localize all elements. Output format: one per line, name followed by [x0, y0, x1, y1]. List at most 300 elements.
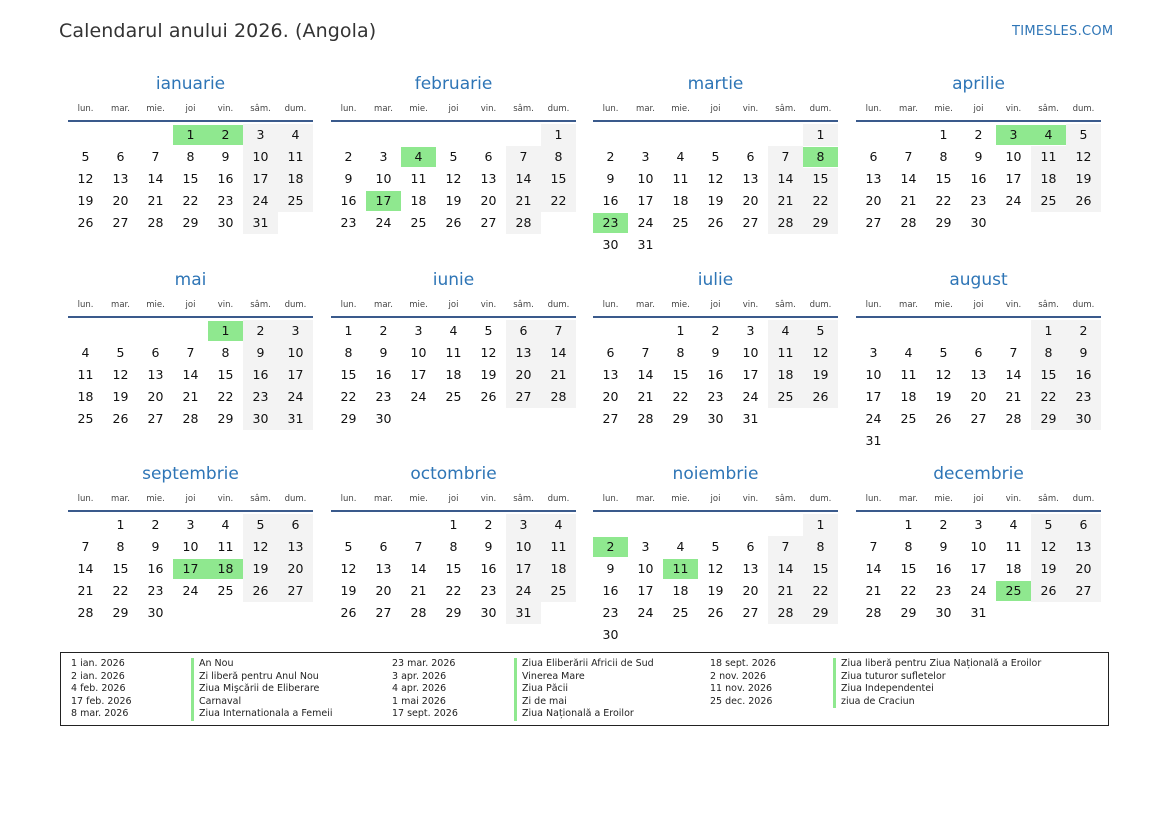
legend-holiday-name: Ziua Păcii — [514, 683, 654, 696]
weekday-label: mie. — [671, 104, 690, 114]
day-cell: 21 — [900, 193, 917, 208]
weekend-day-cell: 17 — [506, 558, 541, 580]
day-cell: 13 — [602, 367, 619, 382]
weekday-label: vin. — [217, 494, 234, 504]
weekday-label: sâm. — [775, 494, 796, 504]
day-cell: 26 — [340, 605, 357, 620]
empty-cell — [436, 124, 471, 146]
weekday-label: mie. — [934, 300, 953, 310]
weekday-label: joi — [973, 300, 984, 310]
weekday-label: vin. — [1005, 494, 1022, 504]
day-cell: 26 — [112, 411, 129, 426]
weekday-label: vin. — [1005, 104, 1022, 114]
day-cell: 29 — [935, 215, 952, 230]
weekend-day-cell: 11 — [541, 536, 576, 558]
weekend-day-cell: 7 — [541, 320, 576, 342]
days-grid — [68, 320, 313, 430]
weekday-label: vin. — [480, 494, 497, 504]
day-cell: 25 — [77, 411, 94, 426]
empty-cell — [663, 514, 698, 536]
weekend-day-cell: 28 — [506, 212, 541, 234]
legend-date: 8 mar. 2026 — [71, 708, 129, 720]
day-cell: 8 — [449, 539, 458, 554]
weekend-day-cell: 19 — [1031, 558, 1066, 580]
day-cell: 10 — [637, 171, 654, 186]
weekday-label: dum. — [809, 494, 832, 504]
legend-date: 1 mai 2026 — [392, 695, 446, 707]
weekend-day-cell: 2 — [243, 320, 278, 342]
day-cell: 23 — [970, 193, 987, 208]
weekend-day-cell: 23 — [1066, 386, 1101, 408]
day-cell: 3 — [414, 323, 423, 338]
weekend-day-cell: 9 — [1066, 342, 1101, 364]
weekend-day-cell: 21 — [541, 364, 576, 386]
day-cell: 29 — [217, 411, 234, 426]
empty-cell — [68, 124, 103, 146]
month-iulie — [593, 269, 838, 430]
day-cell: 27 — [112, 215, 129, 230]
empty-cell — [593, 514, 628, 536]
day-cell: 22 — [445, 583, 462, 598]
weekend-day-cell: 1 — [541, 124, 576, 146]
weekend-day-cell: 4 — [278, 124, 313, 146]
empty-cell — [103, 124, 138, 146]
weekday-label: lun. — [602, 104, 619, 114]
legend-holiday-name: Ziua Mişcării de Eliberare — [191, 683, 333, 696]
day-cell: 6 — [606, 345, 615, 360]
day-cell: 16 — [375, 367, 392, 382]
holiday-day-cell: 2 — [208, 124, 243, 146]
empty-cell — [856, 320, 891, 342]
weekday-label: mie. — [671, 494, 690, 504]
day-cell: 28 — [410, 605, 427, 620]
month-name: ianuarie — [155, 74, 226, 94]
legend-holiday-name: Ziua tuturor sufletelor — [833, 671, 1041, 684]
day-cell: 9 — [974, 149, 983, 164]
weekend-day-cell: 28 — [768, 602, 803, 624]
day-cell: 22 — [672, 389, 689, 404]
day-cell: 16 — [602, 583, 619, 598]
day-cell: 4 — [904, 345, 913, 360]
day-cell: 28 — [77, 605, 94, 620]
weekend-day-cell: 20 — [278, 558, 313, 580]
header-divider — [331, 510, 576, 512]
weekend-day-cell: 28 — [541, 386, 576, 408]
weekend-day-cell: 14 — [506, 168, 541, 190]
weekday-label: mie. — [409, 300, 428, 310]
weekday-label: lun. — [865, 300, 882, 310]
weekend-day-cell: 12 — [1066, 146, 1101, 168]
day-cell: 13 — [480, 171, 497, 186]
weekend-day-cell: 21 — [768, 190, 803, 212]
day-cell: 12 — [480, 345, 497, 360]
day-cell: 28 — [900, 215, 917, 230]
day-cell: 24 — [742, 389, 759, 404]
weekend-day-cell: 24 — [243, 190, 278, 212]
month-name: iunie — [432, 270, 475, 290]
day-cell: 7 — [869, 539, 878, 554]
weekend-day-cell: 4 — [541, 514, 576, 536]
month-name: iulie — [697, 270, 734, 290]
legend-date: 11 nov. 2026 — [710, 683, 773, 695]
day-cell: 22 — [182, 193, 199, 208]
day-cell: 10 — [637, 561, 654, 576]
day-cell: 2 — [711, 323, 720, 338]
empty-cell — [996, 320, 1031, 342]
weekday-label: lun. — [602, 494, 619, 504]
days-grid — [331, 320, 576, 430]
legend-names-col-2 — [514, 658, 654, 721]
empty-cell — [856, 514, 891, 536]
weekday-label: mie. — [409, 494, 428, 504]
weekday-label: sâm. — [1038, 494, 1059, 504]
day-cell: 4 — [1009, 517, 1018, 532]
empty-cell — [961, 320, 996, 342]
legend-date: 4 feb. 2026 — [71, 683, 126, 695]
weekday-header — [593, 297, 838, 313]
month-mai — [68, 269, 313, 430]
day-cell: 23 — [480, 583, 497, 598]
month-name: noiembrie — [672, 464, 759, 484]
day-cell: 14 — [900, 171, 917, 186]
day-cell: 15 — [340, 367, 357, 382]
day-cell: 17 — [865, 389, 882, 404]
legend-date: 1 ian. 2026 — [71, 658, 125, 669]
weekday-label: lun. — [340, 104, 357, 114]
day-cell: 14 — [182, 367, 199, 382]
weekday-label: joi — [710, 494, 721, 504]
days-grid — [68, 124, 313, 234]
month-name: august — [949, 270, 1008, 290]
weekday-header — [593, 101, 838, 117]
weekday-label: dum. — [1072, 104, 1095, 114]
day-cell: 7 — [1009, 345, 1018, 360]
weekday-label: mar. — [374, 300, 393, 310]
day-cell: 27 — [865, 215, 882, 230]
day-cell: 28 — [865, 605, 882, 620]
page-title: Calendarul anului 2026. (Angola) — [59, 20, 377, 42]
weekday-label: mar. — [636, 300, 655, 310]
weekday-label: mie. — [934, 494, 953, 504]
weekend-day-cell: 26 — [1031, 580, 1066, 602]
month-noiembrie — [593, 463, 838, 646]
weekend-day-cell: 23 — [243, 386, 278, 408]
day-cell: 28 — [637, 411, 654, 426]
weekday-label: mie. — [671, 300, 690, 310]
legend-date: 17 sept. 2026 — [392, 708, 458, 720]
empty-cell — [891, 124, 926, 146]
days-grid — [856, 124, 1101, 234]
weekday-header — [331, 297, 576, 313]
day-cell: 7 — [641, 345, 650, 360]
day-cell: 18 — [672, 583, 689, 598]
empty-cell — [768, 514, 803, 536]
weekend-day-cell: 19 — [243, 558, 278, 580]
legend-names-col-3 — [833, 658, 1041, 708]
day-cell: 7 — [414, 539, 423, 554]
month-name: februarie — [414, 74, 493, 94]
weekend-day-cell: 21 — [768, 580, 803, 602]
day-cell: 26 — [480, 389, 497, 404]
day-cell: 12 — [707, 171, 724, 186]
weekday-label: lun. — [77, 104, 94, 114]
day-cell: 9 — [151, 539, 160, 554]
weekend-day-cell: 12 — [1031, 536, 1066, 558]
weekday-label: sâm. — [1038, 300, 1059, 310]
weekday-label: mie. — [146, 494, 165, 504]
weekend-day-cell: 22 — [1031, 386, 1066, 408]
weekday-header — [68, 101, 313, 117]
header-divider — [856, 510, 1101, 512]
legend-date: 4 apr. 2026 — [392, 683, 447, 695]
weekday-label: mar. — [899, 104, 918, 114]
empty-cell — [68, 514, 103, 536]
weekend-day-cell: 11 — [768, 342, 803, 364]
day-cell: 28 — [182, 411, 199, 426]
month-martie — [593, 73, 838, 256]
weekday-label: vin. — [480, 300, 497, 310]
day-cell: 29 — [112, 605, 129, 620]
day-cell: 27 — [970, 411, 987, 426]
weekday-label: mar. — [111, 300, 130, 310]
day-cell: 21 — [147, 193, 164, 208]
day-cell: 3 — [746, 323, 755, 338]
day-cell: 2 — [974, 127, 983, 142]
day-cell: 16 — [602, 193, 619, 208]
empty-cell — [926, 320, 961, 342]
day-cell: 7 — [81, 539, 90, 554]
day-cell: 19 — [935, 389, 952, 404]
day-cell: 6 — [869, 149, 878, 164]
day-cell: 3 — [974, 517, 983, 532]
legend-dates-col-2 — [392, 658, 458, 721]
day-cell: 27 — [480, 215, 497, 230]
weekend-day-cell: 26 — [803, 386, 838, 408]
weekday-label: lun. — [865, 104, 882, 114]
day-cell: 29 — [340, 411, 357, 426]
empty-cell — [173, 320, 208, 342]
month-name: aprilie — [952, 74, 1005, 94]
day-cell: 3 — [641, 539, 650, 554]
empty-cell — [891, 320, 926, 342]
day-cell: 14 — [410, 561, 427, 576]
day-cell: 6 — [151, 345, 160, 360]
day-cell: 16 — [707, 367, 724, 382]
day-cell: 21 — [182, 389, 199, 404]
empty-cell — [138, 124, 173, 146]
weekday-label: sâm. — [775, 104, 796, 114]
weekday-label: dum. — [284, 494, 307, 504]
weekend-day-cell: 18 — [1031, 168, 1066, 190]
weekday-label: lun. — [77, 300, 94, 310]
weekday-label: mar. — [111, 494, 130, 504]
day-cell: 30 — [707, 411, 724, 426]
month-februarie — [331, 73, 576, 234]
day-cell: 31 — [637, 237, 654, 252]
day-cell: 19 — [77, 193, 94, 208]
weekday-label: joi — [448, 104, 459, 114]
day-cell: 24 — [970, 583, 987, 598]
weekend-day-cell: 27 — [1066, 580, 1101, 602]
weekend-day-cell: 6 — [1066, 514, 1101, 536]
day-cell: 11 — [445, 345, 462, 360]
holiday-day-cell: 4 — [401, 146, 436, 168]
day-cell: 24 — [637, 605, 654, 620]
day-cell: 24 — [182, 583, 199, 598]
empty-cell — [506, 124, 541, 146]
header-divider — [331, 120, 576, 122]
days-grid — [856, 514, 1101, 624]
weekday-label: dum. — [547, 300, 570, 310]
day-cell: 8 — [344, 345, 353, 360]
weekday-label: joi — [185, 104, 196, 114]
day-cell: 25 — [445, 389, 462, 404]
weekend-day-cell: 10 — [243, 146, 278, 168]
weekday-label: mar. — [636, 494, 655, 504]
weekend-day-cell: 12 — [243, 536, 278, 558]
empty-cell — [628, 514, 663, 536]
day-cell: 2 — [939, 517, 948, 532]
weekend-day-cell: 15 — [803, 168, 838, 190]
site-link[interactable]: TIMESLES.COM — [1012, 24, 1114, 39]
empty-cell — [663, 124, 698, 146]
legend-dates-col-3 — [710, 658, 776, 708]
day-cell: 27 — [602, 411, 619, 426]
empty-cell — [733, 514, 768, 536]
weekend-day-cell: 25 — [768, 386, 803, 408]
weekday-label: sâm. — [250, 494, 271, 504]
weekend-day-cell: 14 — [541, 342, 576, 364]
legend-date: 2 ian. 2026 — [71, 670, 125, 682]
day-cell: 27 — [742, 605, 759, 620]
holiday-day-cell: 2 — [593, 536, 628, 558]
weekday-label: mar. — [899, 300, 918, 310]
empty-cell — [401, 514, 436, 536]
day-cell: 12 — [340, 561, 357, 576]
legend-holiday-name: Ziua Eliberării Africii de Sud — [514, 658, 654, 671]
day-cell: 16 — [147, 561, 164, 576]
day-cell: 19 — [340, 583, 357, 598]
legend-date: 3 apr. 2026 — [392, 670, 447, 682]
empty-cell — [593, 320, 628, 342]
weekday-label: sâm. — [513, 300, 534, 310]
weekend-day-cell: 24 — [506, 580, 541, 602]
day-cell: 14 — [147, 171, 164, 186]
empty-cell — [103, 320, 138, 342]
day-cell: 30 — [970, 215, 987, 230]
day-cell: 13 — [147, 367, 164, 382]
weekday-label: lun. — [340, 300, 357, 310]
day-cell: 25 — [900, 411, 917, 426]
legend-names-col-1 — [191, 658, 333, 721]
day-cell: 16 — [340, 193, 357, 208]
weekend-day-cell: 1 — [803, 124, 838, 146]
days-grid — [331, 124, 576, 234]
weekend-day-cell: 7 — [768, 536, 803, 558]
day-cell: 24 — [637, 215, 654, 230]
legend-holiday-name: Ziua liberă pentru Ziua Națională a Eroilor — [833, 658, 1041, 671]
day-cell: 12 — [77, 171, 94, 186]
day-cell: 27 — [147, 411, 164, 426]
day-cell: 20 — [742, 583, 759, 598]
weekend-day-cell: 27 — [506, 386, 541, 408]
day-cell: 15 — [217, 367, 234, 382]
weekday-label: joi — [448, 300, 459, 310]
weekend-day-cell: 20 — [506, 364, 541, 386]
legend-holiday-name: An Nou — [191, 658, 333, 671]
month-name: mai — [174, 270, 207, 290]
day-cell: 4 — [676, 149, 685, 164]
weekend-day-cell: 28 — [768, 212, 803, 234]
empty-cell — [331, 124, 366, 146]
weekday-label: dum. — [284, 300, 307, 310]
weekend-day-cell: 13 — [506, 342, 541, 364]
month-name: decembrie — [933, 464, 1024, 484]
day-cell: 26 — [707, 605, 724, 620]
weekday-header — [856, 101, 1101, 117]
day-cell: 19 — [112, 389, 129, 404]
holiday-day-cell: 3 — [996, 124, 1031, 146]
day-cell: 24 — [1005, 193, 1022, 208]
weekend-day-cell: 16 — [243, 364, 278, 386]
weekend-day-cell: 6 — [506, 320, 541, 342]
weekday-label: dum. — [284, 104, 307, 114]
holiday-day-cell: 8 — [803, 146, 838, 168]
day-cell: 22 — [935, 193, 952, 208]
day-cell: 9 — [606, 561, 615, 576]
weekend-day-cell: 25 — [278, 190, 313, 212]
weekend-day-cell: 18 — [278, 168, 313, 190]
weekend-day-cell: 7 — [768, 146, 803, 168]
day-cell: 13 — [742, 171, 759, 186]
header-divider — [68, 316, 313, 318]
day-cell: 26 — [707, 215, 724, 230]
day-cell: 16 — [480, 561, 497, 576]
day-cell: 17 — [410, 367, 427, 382]
month-septembrie — [68, 463, 313, 624]
weekday-label: vin. — [742, 104, 759, 114]
weekend-day-cell: 22 — [803, 580, 838, 602]
legend-holiday-name: Ziua Națională a Eroilor — [514, 708, 654, 721]
month-name: octombrie — [410, 464, 497, 484]
day-cell: 7 — [904, 149, 913, 164]
weekend-day-cell: 1 — [1031, 320, 1066, 342]
empty-cell — [593, 124, 628, 146]
legend-holiday-name: Carnaval — [191, 696, 333, 709]
legend-date: 23 mar. 2026 — [392, 658, 456, 669]
weekend-day-cell: 26 — [243, 580, 278, 602]
weekend-day-cell: 19 — [803, 364, 838, 386]
day-cell: 22 — [900, 583, 917, 598]
day-cell: 1 — [939, 127, 948, 142]
day-cell: 17 — [970, 561, 987, 576]
legend-holiday-name: Ziua Independentei — [833, 683, 1041, 696]
day-cell: 27 — [375, 605, 392, 620]
weekday-label: mie. — [146, 300, 165, 310]
day-cell: 6 — [484, 149, 493, 164]
weekday-label: joi — [973, 104, 984, 114]
weekday-label: dum. — [809, 300, 832, 310]
day-cell: 13 — [112, 171, 129, 186]
day-cell: 20 — [742, 193, 759, 208]
day-cell: 10 — [970, 539, 987, 554]
day-cell: 23 — [340, 215, 357, 230]
day-cell: 8 — [676, 345, 685, 360]
weekend-day-cell: 17 — [243, 168, 278, 190]
weekday-label: vin. — [1005, 300, 1022, 310]
weekday-label: dum. — [547, 104, 570, 114]
day-cell: 20 — [480, 193, 497, 208]
